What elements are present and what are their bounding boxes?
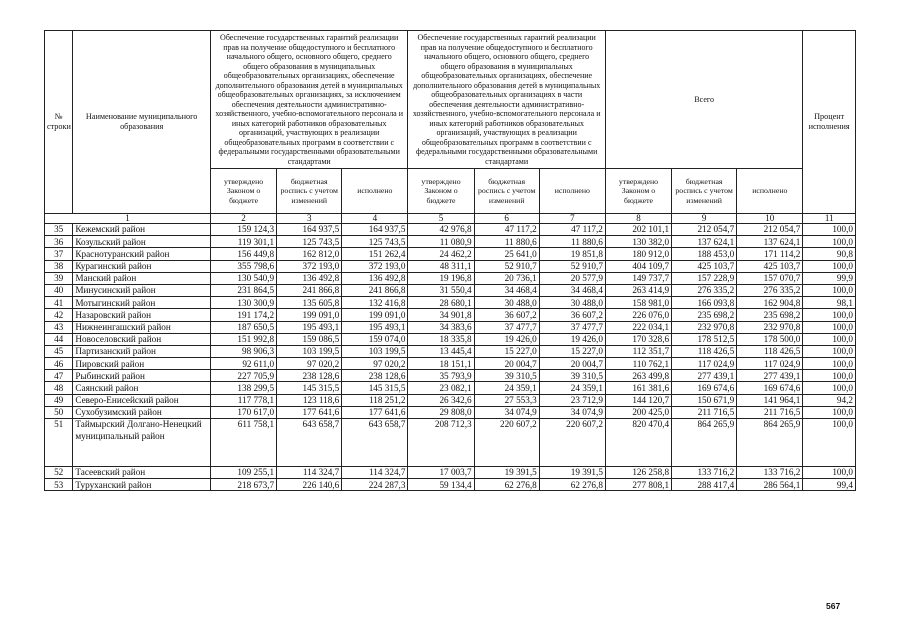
amount-cell: 35 793,9 — [408, 370, 474, 382]
amount-cell: 218 673,7 — [210, 479, 276, 491]
percent-cell: 99,9 — [803, 272, 856, 284]
amount-cell: 195 493,1 — [342, 321, 408, 333]
row-number: 39 — [45, 272, 73, 284]
amount-cell: 151 262,4 — [342, 248, 408, 260]
amount-cell: 177 641,6 — [342, 406, 408, 418]
municipality-name: Пировский район — [73, 358, 211, 370]
percent-cell: 100,0 — [803, 224, 856, 236]
row-number: 50 — [45, 406, 73, 418]
amount-cell: 159 086,5 — [277, 333, 342, 345]
percent-cell: 100,0 — [803, 309, 856, 321]
amount-cell: 180 912,0 — [605, 248, 671, 260]
amount-cell: 199 091,0 — [342, 309, 408, 321]
municipality-name: Новоселовский район — [73, 333, 211, 345]
amount-cell: 19 391,5 — [474, 467, 539, 479]
table-row — [45, 260, 856, 272]
column-number: 7 — [539, 214, 605, 224]
header-executed: исполнено — [342, 169, 408, 214]
amount-cell: 187 650,5 — [210, 321, 276, 333]
row-number: 38 — [45, 260, 73, 272]
amount-cell: 34 468,4 — [474, 284, 539, 296]
amount-cell: 195 493,1 — [277, 321, 342, 333]
amount-cell: 226 076,0 — [605, 309, 671, 321]
municipality-name: Сухобузимский район — [73, 406, 211, 418]
amount-cell: 20 004,7 — [474, 358, 539, 370]
amount-cell: 277 808,1 — [605, 479, 671, 491]
amount-cell: 28 680,1 — [408, 297, 474, 309]
amount-cell: 47 117,2 — [539, 224, 605, 236]
amount-cell: 157 228,9 — [672, 272, 737, 284]
budget-execution-table — [44, 30, 856, 491]
amount-cell: 141 964,1 — [737, 394, 803, 406]
amount-cell: 137 624,1 — [737, 236, 803, 248]
amount-cell: 159 074,0 — [342, 333, 408, 345]
header-executed: исполнено — [539, 169, 605, 214]
amount-cell: 157 070,7 — [737, 272, 803, 284]
amount-cell: 372 193,0 — [277, 260, 342, 272]
amount-cell: 864 265,9 — [672, 419, 737, 467]
header-executed: исполнено — [737, 169, 803, 214]
amount-cell: 277 439,1 — [672, 370, 737, 382]
amount-cell: 235 698,2 — [672, 309, 737, 321]
amount-cell: 25 641,0 — [474, 248, 539, 260]
municipality-name: Рыбинский район — [73, 370, 211, 382]
column-number: 11 — [803, 214, 856, 224]
amount-cell: 161 381,6 — [605, 382, 671, 394]
header-group-education-guarantees: Обеспечение государственных гарантий реализации прав на получение общедоступного и бесплатного начального общего, основного общего, среднего общего образования в муниципальных общеобразовательных организациях, обеспечение дополнительного образования детей в муниципальных общеобразовательных организациях, за исключением обеспечения деятельности административно-хозяйственного, учебно-вспомогательного персонала и иных категорий работников образовательных организаций, участвующих в реализации общеобразовательных программ в соответствии с федеральными государственными образовательными стандартами — [210, 31, 407, 169]
row-number: 42 — [45, 309, 73, 321]
column-number: 1 — [45, 214, 211, 224]
amount-cell: 130 382,0 — [605, 236, 671, 248]
table-row — [45, 467, 856, 479]
table-row — [45, 382, 856, 394]
amount-cell: 208 712,3 — [408, 419, 474, 467]
amount-cell: 34 074,9 — [539, 406, 605, 418]
header-approved: утверждено Законом о бюджете — [605, 169, 671, 214]
table-row — [45, 406, 856, 418]
amount-cell: 112 351,7 — [605, 345, 671, 357]
amount-cell: 103 199,5 — [342, 345, 408, 357]
row-number: 43 — [45, 321, 73, 333]
amount-cell: 231 864,5 — [210, 284, 276, 296]
amount-cell: 138 299,5 — [210, 382, 276, 394]
amount-cell: 126 258,8 — [605, 467, 671, 479]
amount-cell: 11 880,6 — [474, 236, 539, 248]
amount-cell: 47 117,2 — [474, 224, 539, 236]
amount-cell: 611 758,1 — [210, 419, 276, 467]
municipality-name: Мотыгинский район — [73, 297, 211, 309]
amount-cell: 17 003,7 — [408, 467, 474, 479]
row-number: 40 — [45, 284, 73, 296]
percent-cell: 100,0 — [803, 382, 856, 394]
percent-cell: 90,8 — [803, 248, 856, 260]
amount-cell: 235 698,2 — [737, 309, 803, 321]
municipality-name: Манский район — [73, 272, 211, 284]
amount-cell: 130 540,9 — [210, 272, 276, 284]
amount-cell: 864 265,9 — [737, 419, 803, 467]
amount-cell: 18 151,1 — [408, 358, 474, 370]
municipality-name: Саянский район — [73, 382, 211, 394]
amount-cell: 125 743,5 — [277, 236, 342, 248]
table-row — [45, 394, 856, 406]
percent-cell: 98,1 — [803, 297, 856, 309]
amount-cell: 23 082,1 — [408, 382, 474, 394]
column-number: 3 — [277, 214, 342, 224]
percent-cell: 100,0 — [803, 321, 856, 333]
percent-cell: 100,0 — [803, 333, 856, 345]
amount-cell: 220 607,2 — [474, 419, 539, 467]
column-number: 2 — [210, 214, 276, 224]
percent-cell: 100,0 — [803, 260, 856, 272]
amount-cell: 372 193,0 — [342, 260, 408, 272]
page-number: 567 — [826, 601, 841, 611]
amount-cell: 18 335,8 — [408, 333, 474, 345]
row-number: 44 — [45, 333, 73, 345]
percent-cell: 99,4 — [803, 479, 856, 491]
amount-cell: 15 227,0 — [539, 345, 605, 357]
header-municipality: Наименование муниципального образования — [73, 31, 211, 214]
amount-cell: 425 103,7 — [737, 260, 803, 272]
amount-cell: 425 103,7 — [672, 260, 737, 272]
table-row — [45, 333, 856, 345]
amount-cell: 19 426,0 — [474, 333, 539, 345]
amount-cell: 232 970,8 — [672, 321, 737, 333]
column-number: 6 — [474, 214, 539, 224]
amount-cell: 20 736,1 — [474, 272, 539, 284]
amount-cell: 34 383,6 — [408, 321, 474, 333]
municipality-name: Кежемский район — [73, 224, 211, 236]
header-group-support-staff: Обеспечение государственных гарантий реализации прав на получение общедоступного и бесплатного начального общего, основного общего, среднего общего образования в муниципальных общеобразовательных организациях, обеспечение дополнительного образования детей в муниципальных общеобразовательных организациях в части обеспечения деятельности административно-хозяйственного, учебно-вспомогательного персонала и иных категорий работников образовательных организаций, участвующих в реализации общеобразовательных программ в соответствии с федеральными государственными образовательными стандартами — [408, 31, 605, 169]
column-number: 5 — [408, 214, 474, 224]
amount-cell: 19 196,8 — [408, 272, 474, 284]
row-number: 53 — [45, 479, 73, 491]
amount-cell: 178 512,5 — [672, 333, 737, 345]
amount-cell: 31 550,4 — [408, 284, 474, 296]
amount-cell: 117 024,9 — [737, 358, 803, 370]
amount-cell: 34 901,8 — [408, 309, 474, 321]
amount-cell: 136 492,8 — [277, 272, 342, 284]
table-row — [45, 309, 856, 321]
table-row — [45, 479, 856, 491]
header-row-groups — [45, 31, 856, 169]
amount-cell: 404 109,7 — [605, 260, 671, 272]
amount-cell: 156 449,8 — [210, 248, 276, 260]
municipality-name: Туруханский район — [73, 479, 211, 491]
municipality-name: Партизанский район — [73, 345, 211, 357]
amount-cell: 158 981,0 — [605, 297, 671, 309]
amount-cell: 36 607,2 — [539, 309, 605, 321]
amount-cell: 145 315,5 — [277, 382, 342, 394]
amount-cell: 48 311,1 — [408, 260, 474, 272]
amount-cell: 118 426,5 — [737, 345, 803, 357]
amount-cell: 238 128,6 — [277, 370, 342, 382]
amount-cell: 19 391,5 — [539, 467, 605, 479]
amount-cell: 19 851,8 — [539, 248, 605, 260]
amount-cell: 114 324,7 — [342, 467, 408, 479]
row-number: 49 — [45, 394, 73, 406]
amount-cell: 42 976,8 — [408, 224, 474, 236]
header-row-number: № строки — [45, 31, 73, 214]
amount-cell: 171 114,2 — [737, 248, 803, 260]
row-number: 35 — [45, 224, 73, 236]
table-row — [45, 358, 856, 370]
amount-cell: 20 004,7 — [539, 358, 605, 370]
amount-cell: 276 335,2 — [672, 284, 737, 296]
amount-cell: 202 101,1 — [605, 224, 671, 236]
header-percent: Процент исполнения — [803, 31, 856, 214]
table-row — [45, 419, 856, 467]
row-number: 48 — [45, 382, 73, 394]
amount-cell: 11 880,6 — [539, 236, 605, 248]
amount-cell: 39 310,5 — [474, 370, 539, 382]
amount-cell: 103 199,5 — [277, 345, 342, 357]
header-budget-schedule: бюджетная роспись с учетом изменений — [277, 169, 342, 214]
amount-cell: 355 798,6 — [210, 260, 276, 272]
amount-cell: 224 287,3 — [342, 479, 408, 491]
amount-cell: 286 564,1 — [737, 479, 803, 491]
amount-cell: 188 453,0 — [672, 248, 737, 260]
percent-cell: 100,0 — [803, 345, 856, 357]
amount-cell: 191 174,2 — [210, 309, 276, 321]
amount-cell: 23 712,9 — [539, 394, 605, 406]
amount-cell: 27 553,3 — [474, 394, 539, 406]
amount-cell: 119 301,1 — [210, 236, 276, 248]
amount-cell: 144 120,7 — [605, 394, 671, 406]
column-number: 10 — [737, 214, 803, 224]
amount-cell: 29 808,0 — [408, 406, 474, 418]
amount-cell: 125 743,5 — [342, 236, 408, 248]
amount-cell: 238 128,6 — [342, 370, 408, 382]
table-row — [45, 297, 856, 309]
amount-cell: 24 359,1 — [474, 382, 539, 394]
municipality-name: Краснотуранский район — [73, 248, 211, 260]
row-number: 52 — [45, 467, 73, 479]
amount-cell: 98 906,3 — [210, 345, 276, 357]
row-number: 46 — [45, 358, 73, 370]
row-number: 37 — [45, 248, 73, 260]
municipality-name: Козульский район — [73, 236, 211, 248]
municipality-name: Северо-Енисейский район — [73, 394, 211, 406]
header-approved: утверждено Законом о бюджете — [408, 169, 474, 214]
amount-cell: 220 607,2 — [539, 419, 605, 467]
table-row — [45, 284, 856, 296]
amount-cell: 199 091,0 — [277, 309, 342, 321]
amount-cell: 117 778,1 — [210, 394, 276, 406]
amount-cell: 288 417,4 — [672, 479, 737, 491]
municipality-name: Таймырский Долгано-Ненецкий муниципальный район — [73, 419, 211, 467]
amount-cell: 20 577,9 — [539, 272, 605, 284]
amount-cell: 137 624,1 — [672, 236, 737, 248]
amount-cell: 169 674,6 — [737, 382, 803, 394]
table-row — [45, 321, 856, 333]
amount-cell: 169 674,6 — [672, 382, 737, 394]
amount-cell: 34 468,4 — [539, 284, 605, 296]
amount-cell: 39 310,5 — [539, 370, 605, 382]
header-group-total: Всего — [605, 31, 802, 169]
amount-cell: 212 054,7 — [672, 224, 737, 236]
header-budget-schedule: бюджетная роспись с учетом изменений — [474, 169, 539, 214]
amount-cell: 200 425,0 — [605, 406, 671, 418]
percent-cell: 100,0 — [803, 406, 856, 418]
header-approved: утверждено Законом о бюджете — [210, 169, 276, 214]
amount-cell: 62 276,8 — [539, 479, 605, 491]
municipality-name: Минусинский район — [73, 284, 211, 296]
amount-cell: 241 866,8 — [277, 284, 342, 296]
percent-cell: 100,0 — [803, 467, 856, 479]
amount-cell: 133 716,2 — [672, 467, 737, 479]
amount-cell: 162 812,0 — [277, 248, 342, 260]
table-row — [45, 224, 856, 236]
amount-cell: 643 658,7 — [277, 419, 342, 467]
amount-cell: 118 426,5 — [672, 345, 737, 357]
percent-cell: 100,0 — [803, 370, 856, 382]
row-number: 45 — [45, 345, 73, 357]
amount-cell: 232 970,8 — [737, 321, 803, 333]
amount-cell: 13 445,4 — [408, 345, 474, 357]
amount-cell: 117 024,9 — [672, 358, 737, 370]
row-number: 47 — [45, 370, 73, 382]
amount-cell: 97 020,2 — [342, 358, 408, 370]
table-row — [45, 272, 856, 284]
amount-cell: 145 315,5 — [342, 382, 408, 394]
amount-cell: 30 488,0 — [539, 297, 605, 309]
amount-cell: 37 477,7 — [474, 321, 539, 333]
table-row — [45, 345, 856, 357]
amount-cell: 24 462,2 — [408, 248, 474, 260]
amount-cell: 123 118,6 — [277, 394, 342, 406]
amount-cell: 52 910,7 — [474, 260, 539, 272]
amount-cell: 52 910,7 — [539, 260, 605, 272]
amount-cell: 263 414,9 — [605, 284, 671, 296]
amount-cell: 136 492,8 — [342, 272, 408, 284]
amount-cell: 109 255,1 — [210, 467, 276, 479]
table-body — [45, 224, 856, 491]
percent-cell: 94,2 — [803, 394, 856, 406]
column-number: 9 — [672, 214, 737, 224]
amount-cell: 114 324,7 — [277, 467, 342, 479]
amount-cell: 118 251,2 — [342, 394, 408, 406]
amount-cell: 130 300,9 — [210, 297, 276, 309]
amount-cell: 149 737,7 — [605, 272, 671, 284]
amount-cell: 277 439,1 — [737, 370, 803, 382]
municipality-name: Нижнеингашский район — [73, 321, 211, 333]
header-budget-schedule: бюджетная роспись с учетом изменений — [672, 169, 737, 214]
amount-cell: 162 904,8 — [737, 297, 803, 309]
percent-cell: 100,0 — [803, 358, 856, 370]
percent-cell: 100,0 — [803, 236, 856, 248]
amount-cell: 222 034,1 — [605, 321, 671, 333]
amount-cell: 24 359,1 — [539, 382, 605, 394]
amount-cell: 170 617,0 — [210, 406, 276, 418]
row-number: 51 — [45, 419, 73, 467]
amount-cell: 11 080,9 — [408, 236, 474, 248]
row-number: 36 — [45, 236, 73, 248]
table-row — [45, 370, 856, 382]
amount-cell: 178 500,0 — [737, 333, 803, 345]
table-row — [45, 248, 856, 260]
amount-cell: 820 470,4 — [605, 419, 671, 467]
amount-cell: 110 762,1 — [605, 358, 671, 370]
amount-cell: 151 992,8 — [210, 333, 276, 345]
column-number: 8 — [605, 214, 671, 224]
header-row-column-numbers — [45, 214, 856, 224]
amount-cell: 276 335,2 — [737, 284, 803, 296]
amount-cell: 34 074,9 — [474, 406, 539, 418]
amount-cell: 150 671,9 — [672, 394, 737, 406]
amount-cell: 159 124,3 — [210, 224, 276, 236]
amount-cell: 62 276,8 — [474, 479, 539, 491]
percent-cell: 100,0 — [803, 284, 856, 296]
amount-cell: 164 937,5 — [342, 224, 408, 236]
amount-cell: 37 477,7 — [539, 321, 605, 333]
amount-cell: 226 140,6 — [277, 479, 342, 491]
amount-cell: 15 227,0 — [474, 345, 539, 357]
amount-cell: 170 328,6 — [605, 333, 671, 345]
amount-cell: 263 499,8 — [605, 370, 671, 382]
amount-cell: 177 641,6 — [277, 406, 342, 418]
table-row — [45, 236, 856, 248]
amount-cell: 59 134,4 — [408, 479, 474, 491]
amount-cell: 135 605,8 — [277, 297, 342, 309]
amount-cell: 227 705,9 — [210, 370, 276, 382]
amount-cell: 30 488,0 — [474, 297, 539, 309]
amount-cell: 36 607,2 — [474, 309, 539, 321]
amount-cell: 26 342,6 — [408, 394, 474, 406]
amount-cell: 92 611,0 — [210, 358, 276, 370]
amount-cell: 643 658,7 — [342, 419, 408, 467]
amount-cell: 212 054,7 — [737, 224, 803, 236]
amount-cell: 241 866,8 — [342, 284, 408, 296]
amount-cell: 164 937,5 — [277, 224, 342, 236]
amount-cell: 211 716,5 — [737, 406, 803, 418]
amount-cell: 19 426,0 — [539, 333, 605, 345]
amount-cell: 132 416,8 — [342, 297, 408, 309]
amount-cell: 133 716,2 — [737, 467, 803, 479]
amount-cell: 166 093,8 — [672, 297, 737, 309]
row-number: 41 — [45, 297, 73, 309]
amount-cell: 97 020,2 — [277, 358, 342, 370]
column-number: 4 — [342, 214, 408, 224]
municipality-name: Назаровский район — [73, 309, 211, 321]
amount-cell: 211 716,5 — [672, 406, 737, 418]
municipality-name: Курагинский район — [73, 260, 211, 272]
percent-cell: 100,0 — [803, 419, 856, 467]
municipality-name: Тасеевский район — [73, 467, 211, 479]
